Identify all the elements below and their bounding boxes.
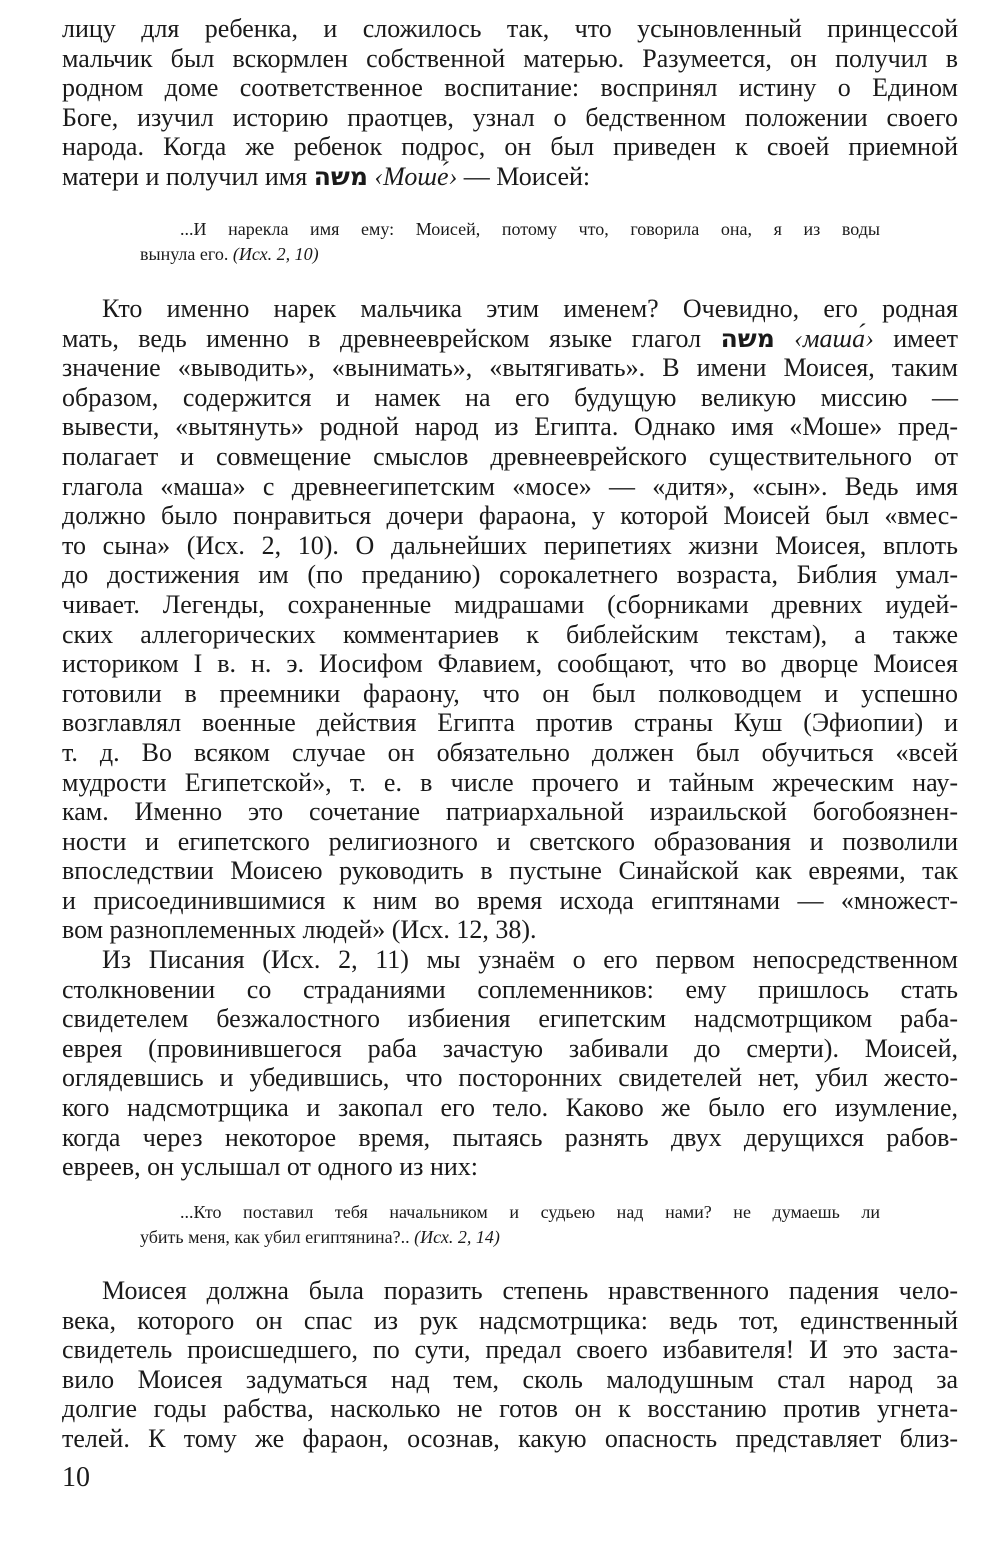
paragraph-4 xyxy=(62,1276,958,1454)
text-line: кам. Именно это сочетание патриархальной израильской богобоязнен- xyxy=(62,797,958,827)
text-line: вывести, «вытянуть» родной народ из Египта. Однако имя «Моше» пред- xyxy=(62,412,958,442)
text-line: историком I в. н. э. Иосифом Флавием, сообщают, что во дворце Моисея xyxy=(62,649,958,679)
text-line: впоследствии Моисею руководить в пустыне Синайской как евреями, так xyxy=(62,856,958,886)
text-line: ских аллегорических комментариев к библейским текстам), а также xyxy=(62,619,958,649)
text-line: мальчик был вскормлен собственной матерью. Разумеется, он получил в xyxy=(62,43,958,73)
text-line: глагола «маша» с древнеегипетским «мосе» — «дитя», «сын». Ведь имя xyxy=(62,471,958,501)
text-line: Боге, изучил историю праотцев, узнал о бедственном положении своего xyxy=(62,102,958,132)
text-line: образом, содержится и намек на его будущую великую миссию — xyxy=(62,382,958,412)
text-line: Кто именно нарек мальчика этим именем? Очевидно, его родная xyxy=(102,294,958,323)
text-line: евреев, он услышал от одного из них: xyxy=(62,1152,478,1182)
quote-line xyxy=(140,1225,880,1250)
text-line: кого надсмотрщика и закопал его тело. Каково же было его изумление, xyxy=(62,1092,958,1122)
hebrew-name: משה xyxy=(313,161,368,191)
text-line: оглядевшись и убедившись, что посторонних свидетелей нет, убил жесто- xyxy=(62,1063,958,1093)
text-line: чивает. Легенды, сохраненные мидрашами (сборниками древних иудей- xyxy=(62,589,958,619)
text-fragment: мать, ведь именно в древнееврейском языке глагол xyxy=(62,323,721,353)
text-line: т. д. Во всяком случае он обязательно должен был обучиться «всей xyxy=(62,737,958,767)
paragraph-1 xyxy=(62,14,958,192)
text-line: и присоединившимися к ним во время исхода египтянами — «множест- xyxy=(62,885,958,915)
quote-1 xyxy=(140,217,880,267)
text-line: народа. Когда же ребенок подрос, он был приведен к своей приемной xyxy=(62,132,958,162)
text-line: мудрости Египетской», т. е. в числе прочего и тайным жреческим нау- xyxy=(62,767,958,797)
quote-reference: (Исх. 2, 10) xyxy=(232,244,319,264)
text-line xyxy=(62,162,958,192)
transliteration: ‹Моше́› xyxy=(374,161,458,191)
quote-text: вынула его. xyxy=(140,244,233,264)
text-line: свидетелем безжалостного избиения египетским надсмотрщиком раба- xyxy=(62,1004,958,1034)
text-fragment: матери и получил имя xyxy=(62,161,314,191)
text-line: возглавлял военные действия Египта против страны Куш (Эфиопии) и xyxy=(62,708,958,738)
text-line: вом разноплеменных людей» (Исх. 12, 38). xyxy=(62,915,537,945)
text-line: до достижения им (по преданию) сорокалетнего возраста, Библия умал- xyxy=(62,560,958,590)
text-line: когда через некоторое время, пытаясь разнять двух дерущихся рабов- xyxy=(62,1122,958,1152)
text-line xyxy=(62,324,958,354)
hebrew-verb: משה xyxy=(720,323,775,353)
text-line: Из Писания (Исх. 2, 11) мы узнаём о его первом непосредственном xyxy=(102,945,958,974)
text-line: должно было понравиться дочери фараона, у которой Моисей был «вмес- xyxy=(62,501,958,531)
text-line: ности и египетского религиозного и светского образования и позволили xyxy=(62,826,958,856)
quote-line: ...Кто поставил тебя начальником и судьею над нами? не думаешь ли xyxy=(180,1202,880,1222)
text-fragment: имеет xyxy=(873,323,959,353)
text-line: готовили в преемники фараону, что он был полководцем и успешно xyxy=(62,678,958,708)
text-line: Моисея должна была поразить степень нравственного падения чело- xyxy=(102,1276,958,1305)
text-line: значение «выводить», «вынимать», «вытягивать». В имени Моисея, таким xyxy=(62,353,958,383)
text-fragment: — Моисей: xyxy=(457,161,591,191)
text-line: столкновении со страданиями соплеменников: ему пришлось стать xyxy=(62,974,958,1004)
quote-line xyxy=(140,242,880,267)
text-line: свидетель происшедшего, по сути, предал своего избавителя! И это заста- xyxy=(62,1335,958,1365)
text-line: века, которого он спас из рук надсмотрщика: ведь тот, единственный xyxy=(62,1305,958,1335)
text-line: лицу для ребенка, и сложилось так, что усыновленный принцессой xyxy=(62,14,958,43)
text-line: телей. К тому же фараон, осознав, какую опасность представляет близ- xyxy=(62,1423,958,1453)
text-line: вило Моисея задуматься над тем, сколь малодушным стал народ за xyxy=(62,1364,958,1394)
quote-2 xyxy=(140,1200,880,1250)
text-line: долгие годы рабства, насколько не готов он к восстанию против угнета- xyxy=(62,1394,958,1424)
text-line: родном доме соответственное воспитание: воспринял истину о Едином xyxy=(62,73,958,103)
quote-reference: (Исх. 2, 14) xyxy=(414,1227,500,1247)
text-line: то сына» (Исх. 2, 10). О дальнейших перипетиях жизни Моисея, вплоть xyxy=(62,530,958,560)
quote-text: убить меня, как убил египтянина?.. xyxy=(140,1227,415,1247)
quote-line: ...И нарекла имя ему: Моисей, потому что, говорила она, я из воды xyxy=(180,219,880,239)
page-number: 10 xyxy=(62,1462,90,1493)
text-line: еврея (провинившегося раба зачастую забивали до смерти). Моисей, xyxy=(62,1033,958,1063)
verb-transliteration: ‹маша́› xyxy=(794,323,874,353)
paragraph-2 xyxy=(62,294,958,945)
text-line: полагает и совмещение смыслов древнееврейского существительного от xyxy=(62,441,958,471)
paragraph-3 xyxy=(62,945,958,1182)
